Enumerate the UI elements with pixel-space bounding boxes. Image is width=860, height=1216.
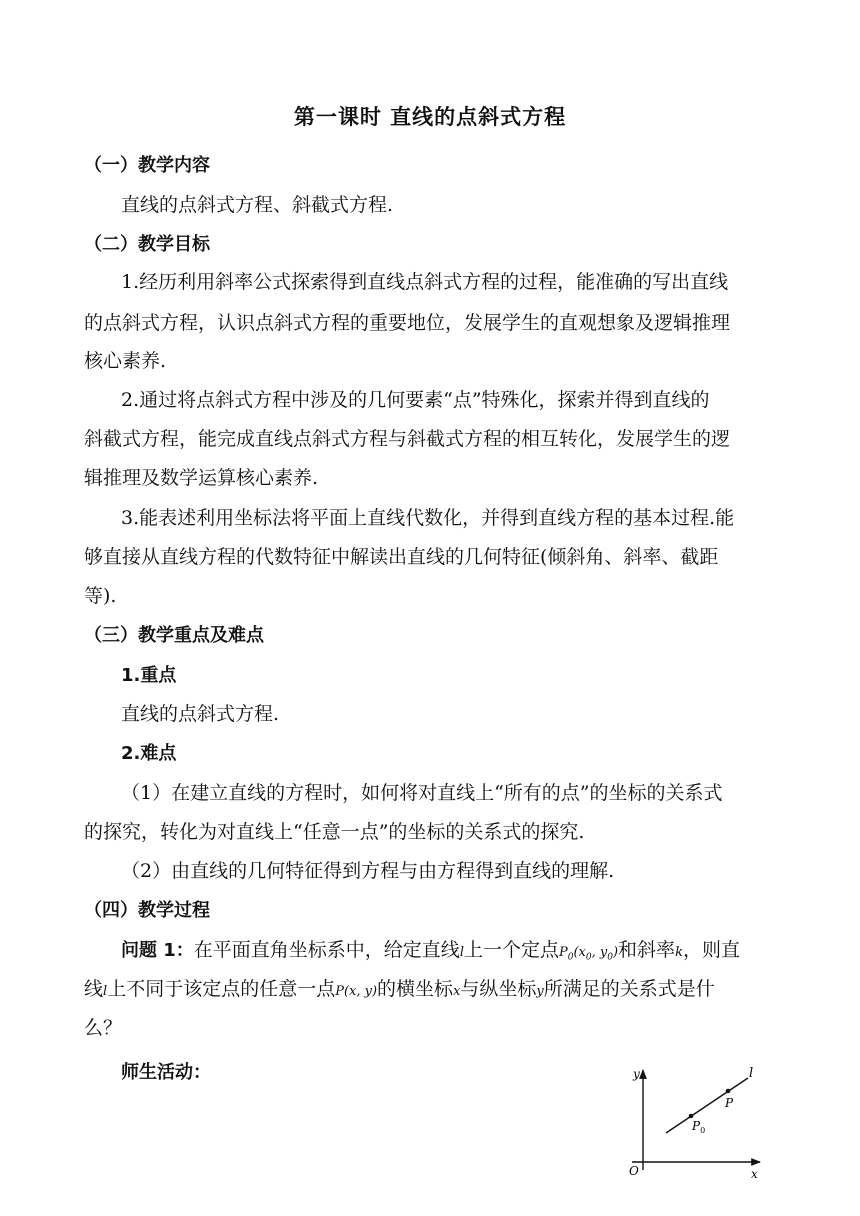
question-text: 线 bbox=[84, 978, 104, 1000]
key-text: 直线的点斜式方程. bbox=[121, 703, 280, 725]
difficulty-heading: 2.难点 bbox=[121, 743, 177, 764]
question-text: 的横坐标 bbox=[377, 978, 454, 1000]
x-axis-label: x bbox=[751, 1167, 758, 1181]
section-heading-goals: （二）教学目标 bbox=[84, 234, 210, 255]
var-pxy: P(x, y) bbox=[335, 984, 378, 999]
goal-2-line-3: 辑推理及数学运算核心素养. bbox=[84, 467, 319, 489]
var-p0: $P_0(x_0$, $y_0$) bbox=[559, 945, 619, 963]
question-text: 与纵坐标 bbox=[460, 978, 537, 1000]
var-k: k bbox=[675, 945, 683, 960]
question-text: 上一个定点 bbox=[463, 939, 559, 961]
goal-2-line-2: 斜截式方程，能完成直线点斜式方程与斜截式方程的相互转化，发展学生的逻 bbox=[84, 428, 731, 450]
line-l-label: l bbox=[749, 1066, 754, 1081]
point-p0 bbox=[689, 1114, 694, 1119]
point-p-label: P bbox=[725, 1096, 734, 1110]
content-text: 直线的点斜式方程、斜截式方程. bbox=[121, 194, 394, 216]
goal-3-line-3: 等). bbox=[84, 585, 117, 607]
question-1-line-1 bbox=[121, 935, 821, 963]
goal-3-line-1: 3.能表述利用坐标法将平面上直线代数化，并得到直线方程的基本过程.能 bbox=[121, 507, 735, 529]
teacher-student-activity: 师生活动： bbox=[121, 1062, 211, 1083]
var-y: y bbox=[536, 984, 544, 999]
goal-1-line-3: 核心素养. bbox=[84, 350, 167, 372]
line-l bbox=[666, 1078, 748, 1133]
question-text: ，则直 bbox=[682, 939, 740, 961]
question-text: 所满足的关系式是什 bbox=[543, 978, 715, 1000]
section-heading-process: （四）教学过程 bbox=[84, 900, 210, 921]
section-heading-key-points: （三）教学重点及难点 bbox=[84, 625, 264, 646]
goal-2-line-1: 2.通过将点斜式方程中涉及的几何要素“点”特殊化，探索并得到直线的 bbox=[121, 389, 710, 411]
question-text: 和斜率 bbox=[618, 939, 676, 961]
goal-3-line-2: 够直接从直线方程的代数特征中解读出直线的几何特征(倾斜角、斜率、截距 bbox=[84, 546, 719, 568]
var-l: l bbox=[103, 984, 108, 999]
goal-1-line-2: 的点斜式方程，认识点斜式方程的重要地位，发展学生的直观想象及逻辑推理 bbox=[84, 312, 731, 334]
difficulty-2: （2）由直线的几何特征得到方程与由方程得到直线的理解. bbox=[121, 860, 615, 882]
coordinate-figure bbox=[618, 1064, 768, 1182]
var-x: x bbox=[453, 984, 461, 999]
point-p0-label: $P_0$ bbox=[692, 1119, 706, 1135]
difficulty-1-line-2: 的探究，转化为对直线上“任意一点”的坐标的关系式的探究. bbox=[84, 821, 585, 843]
origin-label: O bbox=[629, 1164, 639, 1178]
question-text: 在平面直角坐标系中，给定直线 bbox=[193, 939, 460, 961]
y-axis-label: y bbox=[633, 1067, 640, 1081]
question-text: 上不同于该定点的任意一点 bbox=[107, 978, 336, 1000]
page-title: 第一课时 直线的点斜式方程 bbox=[293, 105, 567, 129]
key-heading: 1.重点 bbox=[121, 665, 177, 686]
question-label: 问题 1： bbox=[121, 940, 194, 961]
difficulty-1-line-1: （1）在建立直线的方程时，如何将对直线上“所有的点”的坐标的关系式 bbox=[121, 782, 723, 804]
question-1-line-3: 么？ bbox=[84, 1017, 123, 1039]
goal-1-line-1: 1.经历利用斜率公式探索得到直线点斜式方程的过程，能准确的写出直线 bbox=[121, 271, 729, 293]
section-heading-content: （一）教学内容 bbox=[84, 155, 210, 176]
point-p bbox=[726, 1089, 731, 1094]
var-l: l bbox=[459, 945, 464, 960]
question-1-line-2 bbox=[84, 974, 784, 1001]
